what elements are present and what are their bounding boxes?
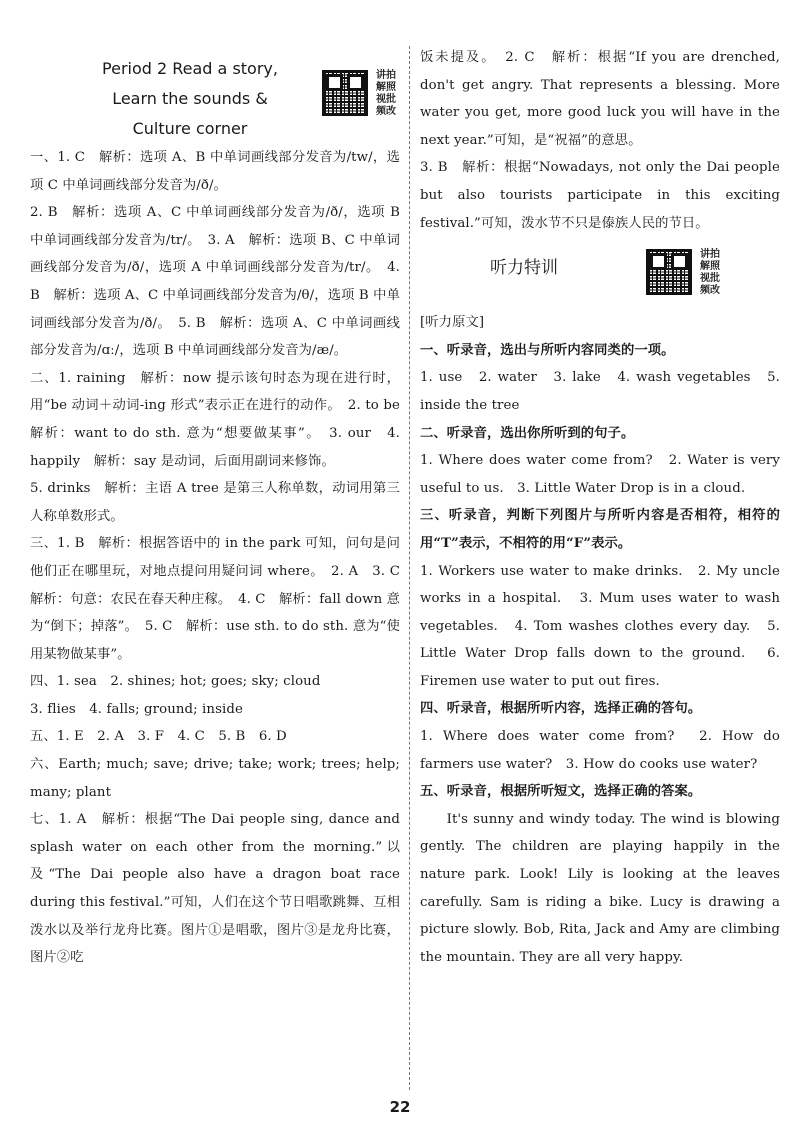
listening-heading-1: 一、听录音，选出与所听内容同类的一项。 xyxy=(420,342,675,358)
answer-section-6: 六、Earth; much; save; drive; take; work; trees; help; many; plant xyxy=(30,757,400,800)
listening-label: [听力原文] xyxy=(420,315,485,331)
listening-text-1: 1. use 2. water 3. lake 4. wash vegetables 5. inside the tree xyxy=(420,370,780,413)
qr-tags: 讲拍 解照 视批 频改 xyxy=(700,249,720,297)
listening-text-3: 1. Workers use water to make drinks. 2. My uncle works in a hospital. 3. Mum uses water to wash vegetables. 4. Tom washes clothes every day. 5. Little Water Drop falls down to the ground. 6. Firemen use water to put out fires. xyxy=(420,563,780,689)
period-title xyxy=(90,54,290,144)
listening-title: 听力特训 xyxy=(490,258,558,279)
listening-passage: It's sunny and windy today. The wind is blowing gently. The children are playing happily in the nature park. Look! Lily is looking at the leaves carefully. Sam is riding a bike. Lucy is drawing a picture slowly. Bob, Rita, Jack and Amy are climbing the mountain. They are all very happy. xyxy=(420,811,780,965)
qr-tags: 讲拍 解照 视批 频改 xyxy=(376,70,396,117)
period-header xyxy=(30,44,400,144)
answer-section-4: 四、1. sea 2. shines; hot; goes; sky; cloud xyxy=(30,674,321,690)
left-column xyxy=(30,44,414,972)
listening-heading-3: 三、听录音，判断下列图片与所听内容是否相符，相符的用“T”表示，不相符的用“F”表示。 xyxy=(420,508,780,551)
answer-section-1: 一、1. C 解析：选项 A、B 中单词画线部分发音为/tw/，选项 C 中单词画线部分发音为/ð/。 xyxy=(30,150,400,193)
answer-section-7-q3: 3. B 解析：根据“Nowadays, not only the Dai people but also tourists participate in this exciting festival.”可知，泼水节不只是傣族人民的节日。 xyxy=(420,160,780,231)
page-number: 22 xyxy=(389,1098,411,1116)
answer-section-5: 五、1. E 2. A 3. F 4. C 5. B 6. D xyxy=(30,729,287,745)
listening-heading-4: 四、听录音，根据所听内容，选择正确的答句。 xyxy=(420,701,702,717)
answer-section-1-cont: 2. B 解析：选项 A、C 中单词画线部分发音为/ð/，选项 B 中单词画线部分发音为/tr/。 3. A 解析：选项 B、C 中单词画线部分发音为/ð/，选项 A 中单词画线部分发音为/tr/。 4. B 解析：选项 A、C 中单词画线部分发音为/θ/，选项 B 中单词画线部分发音为/ð/。 5. B 解析：选项 A、C 中单词画线部分发音为/ɑː/，选项 B 中单词画线部分发音为/æ/。 xyxy=(30,205,400,359)
qr-code-icon[interactable] xyxy=(322,70,368,116)
period-title-line1: Period 2 Read a story, xyxy=(102,59,278,78)
column-divider xyxy=(409,46,410,1090)
right-column xyxy=(420,44,780,971)
listening-heading-5: 五、听录音，根据所听短文，选择正确的答案。 xyxy=(420,784,702,800)
answer-section-7-cont: 饭未提及。 2. C 解析：根据“If you are drenched, don't get angry. That represents a blessing. More water you get, more good luck you will have in the next year.”可知，是“祝福”的意思。 xyxy=(420,50,780,148)
listening-heading-2: 二、听录音，选出你所听到的句子。 xyxy=(420,425,635,441)
period-title-line3: Culture corner xyxy=(132,119,248,138)
answer-section-4-cont: 3. flies 4. falls; ground; inside xyxy=(30,701,243,717)
answer-section-2: 二、1. raining 解析：now 提示该句时态为现在进行时，用“be 动词＋动词-ing 形式”表示正在进行的动作。 2. to be 解析：want to do sth. 意为“想要做某事”。 3. our 4. happily 解析：say 是动词，后面用副词来修饰。 xyxy=(30,370,414,469)
period-title-line2: Learn the sounds & xyxy=(112,89,268,108)
listening-text-4: 1. Where does water come from? 2. How do farmers use water? 3. How do cooks use water? xyxy=(420,729,780,772)
answer-section-7: 七、1. A 解析：根据“The Dai people sing, dance and splash water on each other from the morning.”以及“The Dai people also have a dragon boat race during this festival.”可知，人们在这个节日唱歌跳舞、互相泼水以及举行龙舟比赛。图片①是唱歌，图片③是龙舟比赛，图片②吃 xyxy=(30,812,400,966)
listening-text-2: 1. Where does water come from? 2. Water is very useful to us. 3. Little Water Drop is in a cloud. xyxy=(420,453,780,496)
listening-header xyxy=(420,237,780,309)
answer-section-3: 三、1. B 解析：根据答语中的 in the park 可知，问句是问他们正在哪里玩，对地点提问用疑问词 where。 2. A 3. C 解析：句意：农民在春天种庄稼。 4. C 解析：fall down 意为“倒下；掉落”。 5. C 解析：use sth. to do sth. 意为“使用某物做某事”。 xyxy=(30,536,414,662)
qr-code-icon[interactable] xyxy=(646,249,692,295)
answer-section-2-cont: 5. drinks 解析：主语 A tree 是第三人称单数，动词用第三人称单数形式。 xyxy=(30,481,400,524)
